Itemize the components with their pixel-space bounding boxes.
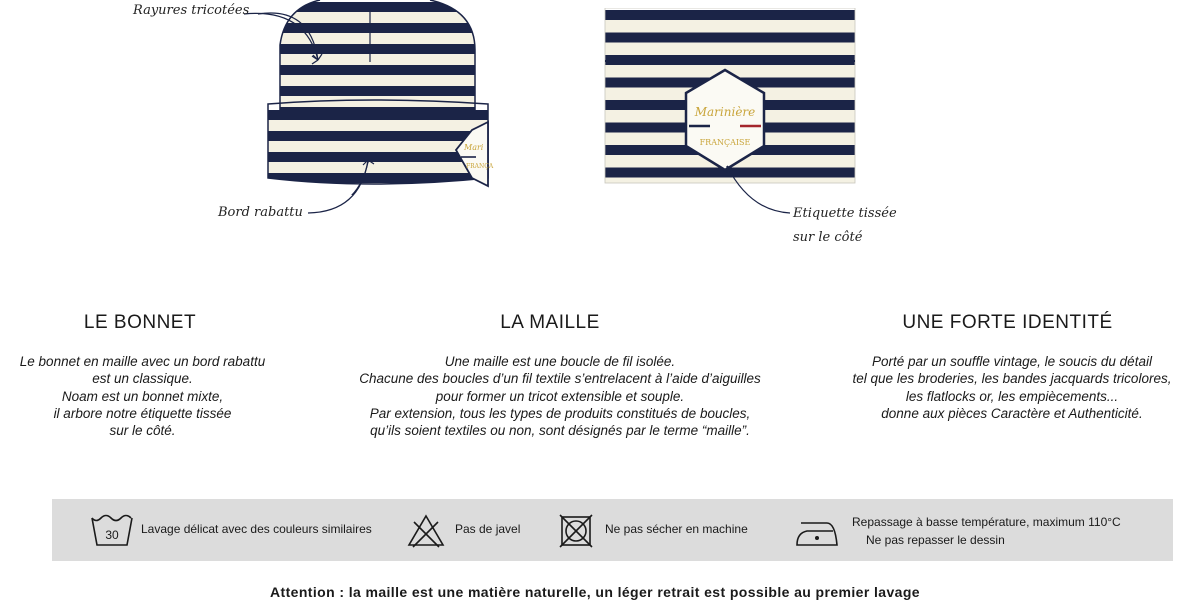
care-wash-label: Lavage délicat avec des couleurs similaires bbox=[141, 522, 372, 536]
identite-line: donne aux pièces Caractère et Authenticité. bbox=[881, 405, 1143, 421]
column-title-identite: UNE FORTE IDENTITÉ bbox=[902, 312, 1113, 333]
column-title-maille: LA MAILLE bbox=[500, 312, 600, 333]
care-instructions-bar bbox=[52, 499, 1173, 561]
label-woven-tag-line1: Etiquette tissée bbox=[793, 206, 897, 221]
leader-lines bbox=[0, 0, 600, 260]
bonnet-line: Le bonnet en maille avec un bord rabattu bbox=[19, 354, 266, 369]
identite-line: Porté par un souffle vintage, le soucis du détail bbox=[872, 354, 1152, 369]
care-bleach-label: Pas de javel bbox=[455, 522, 521, 536]
no-bleach-icon bbox=[407, 514, 445, 548]
care-iron-label-2: Ne pas repasser le dessin bbox=[866, 533, 1005, 547]
iron-low-icon bbox=[795, 515, 841, 547]
column-body-bonnet bbox=[0, 353, 285, 439]
label-woven-tag-line2: sur le côté bbox=[793, 230, 863, 245]
maille-line: qu’ils soient textiles ou non, sont désignés par le terme “maille”. bbox=[370, 423, 750, 439]
beanie-tag-brand: Mari bbox=[464, 143, 484, 152]
care-dryer-label: Ne pas sécher en machine bbox=[605, 522, 748, 536]
no-tumble-dry-icon bbox=[559, 514, 593, 548]
maille-line: Par extension, tous les types de produits constitués de boucles, bbox=[369, 405, 751, 421]
stripe bbox=[605, 10, 855, 20]
stripe bbox=[605, 33, 855, 43]
column-body-maille bbox=[320, 353, 800, 439]
bonnet-line: est un classique. bbox=[92, 371, 193, 387]
identite-line: les flatlocks or, les empiècements... bbox=[905, 388, 1119, 404]
maille-line: Une maille est une boucle de fil isolée. bbox=[444, 354, 676, 369]
wash-temperature: 30 bbox=[105, 528, 119, 542]
woven-tag-origin: FRANÇAISE bbox=[699, 138, 751, 147]
label-knit-stripes: Rayures tricotées bbox=[133, 3, 250, 18]
wash-30-icon bbox=[90, 514, 134, 548]
maille-line: pour former un tricot extensible et souple. bbox=[435, 388, 685, 404]
beanie-tag-origin: FRANÇA bbox=[466, 163, 494, 170]
bonnet-line: Noam est un bonnet mixte, bbox=[61, 388, 224, 404]
footer-warning-note: Attention : la maille est une matière naturelle, un léger retrait est possible au premier lavage bbox=[270, 584, 920, 600]
identite-line: tel que les broderies, les bandes jacquards tricolores, bbox=[852, 371, 1172, 387]
care-iron-label-1: Repassage à basse température, maximum 110°C bbox=[852, 515, 1121, 529]
maille-line: Chacune des boucles d’un fil textile s’entrelacent à l’aide d’aiguilles bbox=[359, 371, 761, 387]
column-title-bonnet: LE BONNET bbox=[83, 312, 197, 333]
bonnet-line: il arbore notre étiquette tissée bbox=[53, 405, 232, 421]
bonnet-line: sur le côté. bbox=[109, 423, 176, 439]
woven-tag-brand: Marinière bbox=[694, 105, 756, 119]
column-body-identite bbox=[820, 353, 1200, 422]
label-folded-edge: Bord rabattu bbox=[218, 205, 303, 220]
